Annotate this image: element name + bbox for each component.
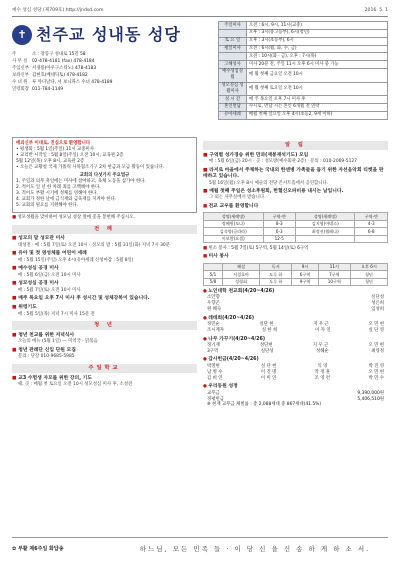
list-cell: 오 민 현 [368,322,384,328]
notice-item [203,189,388,201]
list-cell: 지 우 근 [312,342,329,348]
schedule-day: 토 요 일 [219,37,247,45]
schedule-time: 오후 : 3시(초등부), 6시 [247,37,388,45]
psalm-icon: ✿ [12,546,18,553]
table-cell [355,235,388,243]
issue-date: 2016. 5. 1 [364,8,388,13]
section-liturgy: 전 례 [12,225,197,234]
list-cell: 실단성 [371,295,384,301]
table-cell: 6구역 [292,271,319,279]
table-cell: 정혜원(도나) [204,220,264,228]
list-row [203,349,388,355]
bullet-icon: ■ [12,281,19,287]
table-cell: 12-5 [263,235,295,243]
liturgy-item-detail: 매 : 5월 5일(목) 저녁 7시 미사 15분 전 [18,311,95,317]
list-cell: 실 단 영 [368,328,384,334]
bullet-icon: ■ [203,152,210,158]
notice-item-title: ■ 매월 첫째 주일은 성소후원회, 헌혈신오파비용 내시는 날입니다. [203,188,344,194]
list-row [203,328,388,334]
list-cell: 정기재 [207,342,220,348]
table-header-cell: 성명(세례명) [295,213,355,221]
schedule-day: 평일미사 [219,45,247,53]
footer-title: ✿ 부활 제6주일 화답송 [12,546,64,553]
table-cell: 이보람(요셉) [204,235,264,243]
liturgy-item [12,266,197,278]
list-cell: 원 혜숙 [207,307,222,313]
table-cell: 9구역 [292,278,319,286]
schedule-day: 성모성심 성월미사 [219,82,247,96]
liturgy-item [12,236,197,248]
left-column [12,137,197,539]
liturgy-item-detail: 대성전 · 매 : 5월 7일(토) 오전 10시 · 성모의 밤 : 5월 31일(화) 저녁 7시 30분 [18,242,170,248]
list-cell: 박철현 [207,363,220,369]
mass-service-table [203,263,388,287]
liturgy-item-detail: 매 : 5월 6일(금) 오전 10시 미사 [18,272,81,278]
schedule-day: 혼인면담 [219,103,247,111]
list-3: ● 나무 가꾸기(4/20~4/26) [203,336,266,342]
liturgy-item [12,281,197,293]
school-item-title: ■ 교3 수험생 자모를 위한 강의, 기도 [12,375,92,381]
table-header-cell: 성명(세례명) [204,213,264,221]
header-left [12,21,212,133]
contact-key: 주 [12,52,17,58]
table-cell: 김석양(글라라) [204,228,264,236]
schedule-day: 예수성심성월 [219,68,247,82]
bullet-icon: ■ [12,296,19,302]
list-2: ● 레데희(4/20~4/26) [203,315,255,321]
finance-value: 9,390,000원 [357,390,384,396]
table-cell: 6-3 [263,228,295,236]
liturgy-item-title: ■ 성모성심 공경 미사 [12,281,59,287]
table-header-cell [204,263,223,271]
list-cell: 임성희 [371,307,384,313]
schedule-row [219,96,388,104]
parish-title: 천주교 성내동 성당 [36,25,181,45]
table-cell: 김지영(아녜스) [295,220,355,228]
youth-item-title: ■ 청년 천교를 위한 저녁식사 [12,332,75,338]
table-cell: 5/1 [204,271,223,279]
schedule-time: 미사 20분 전, 주일 11시 오후 6시 미사 중 가능 [247,61,388,69]
contact-key: 주임신부 [12,66,29,72]
content-columns [12,137,388,539]
rule-line: 3. 적어도 부활 시기에 성체를 영해야 한다. [16,190,98,196]
list-cell: 소안향 [207,295,220,301]
contact-key: 연령회장 [12,87,29,93]
brand [12,21,212,49]
bullet-icon: ■ [12,375,19,381]
youth-item [12,333,197,345]
notice-item-detail: 그 외는 사무실에서 받습니다. [209,195,266,201]
bullet-icon: ■ [12,251,19,257]
finance-value: 5,406,510원 [357,396,384,402]
contact-key: 보좌신부 [12,73,29,79]
schedule-time: 오전 : 10시(화 · 금), 오후 : 7시(목) [247,53,388,61]
list-cell: 성은희 [371,301,384,307]
schedule-time: 매 월 첫째 금요일 오전 10시 [247,68,388,82]
list-4: ● 감사헌금(4/20~4/26) [203,357,259,363]
school-item [12,376,197,388]
header [12,21,388,133]
table-header [204,213,388,221]
list-cell: 남 병 수 [207,369,223,375]
finance-note: ※ 현재 교무금 체벌률 : 총 2,088세대 중 867세대(41.5%) [207,402,322,408]
list-cell: 실단성 [260,348,274,354]
list-cell: 이 자 연 [315,328,331,334]
table-cell: 4-3 [355,220,388,228]
schedule-row [219,82,388,96]
list-senior: ● 노인대학 천교회(4/20~4/26) [203,288,275,294]
list-cell: 우향곤 [207,301,220,307]
list-cell: 김 희 연 [207,375,223,381]
table-row [204,228,388,236]
top-bar-left: 예수 성심 성당 (제709호) http://jndsd.com [12,8,104,13]
welcome-line: • 평생회 : 5월 1일(주일) 11시 교중미사 [16,147,94,153]
list-cell: 성단현 [259,342,273,348]
bullet-icon: ■ [12,332,19,338]
notice-item-title: ■ 구역별 성가경숭 위한 만과(재봉재석기도) 모임 [203,152,309,158]
schedule-time: 오후 : 3시(중고등부), 6시(청년) [247,29,388,37]
bullet-icon: ■ [12,347,19,353]
contact-value: 서경룡(아우구스티노) 478-4183 [32,66,97,72]
liturgy-item-title: ■ 위령기도 [12,305,37,311]
bullet-icon: ■ [12,266,19,272]
list-cell: 조 영 련 [314,375,331,381]
youth-item-detail: 오늘의 메뉴 (5월 1일) — 미역국 · 닭볶음 [18,339,98,345]
schedule-row [219,103,388,111]
list-cell: 실단 현 [259,322,274,328]
table-cell: 최정선(헬레나) [295,228,355,236]
table-header-cell: 해설 [222,263,259,271]
youth-item-detail: 문의 : 단장 010-9685-5985 [18,354,75,360]
table-header [204,263,388,271]
rules-title: 교회의 다섯가지 주요법규 [79,172,130,178]
table-cell: 청년 [350,278,387,286]
liturgy-item-detail: 매 : 5월 7일(토) 오전 10시 미사 [18,287,81,293]
contact-value: 소 : 강동구 성내로 15길 58 [32,52,86,58]
section-youth: 청 년 [12,321,197,330]
schedule-day: 성 시 간 [219,96,247,104]
notice-item-detail: 매 : 5월 6일(금) 20시 · 곳 : 성모방(예수회관 2층) · 문의 : 010-2069-5127 [209,159,357,165]
liturgy-item-title: ■ 예수성심 공경 미사 [12,266,59,272]
contact-row [12,87,212,94]
list-cell: 작 정 훈 [314,369,331,375]
youth-item-title: ■ 청년 관례단 신입 단원 모집 [12,347,76,353]
finance-key: 교무금 [207,390,220,396]
contact-key: 수 녀 원 [12,80,28,86]
list-cell: 최영정 [371,348,384,354]
welcome-box [12,137,197,212]
schedule-row [219,29,388,37]
list-cell: 정민순 [207,322,220,328]
right-column [203,137,388,539]
footer-verse: 하느님, 모든 민족 들 · 이 당 신 을 신 송 하 게 하 소 서. [139,545,371,554]
list-cell: 성헤순 [316,348,329,354]
table-row [204,278,388,286]
contact-key: 사 무 실 [12,59,28,65]
list-cell: 3구역 [207,348,219,354]
liturgy-item-title: ■ 매주 목요일 오후 7시 미사 후 성시간 및 성체강복이 있습니다. [12,296,150,302]
list-cell: 실 단 현 [260,363,277,369]
table-cell: 5/8 [204,278,223,286]
list-row [203,376,388,382]
list-cell: 박 민 수 [368,375,384,381]
schedule-row [219,37,388,45]
list-cell: 오 민 현 [368,369,384,375]
schedule-time: 오전 : 6시, 9시, 11시(교중) [247,22,388,30]
table-cell [295,235,355,243]
table-cell: 10구역 [318,278,350,286]
bullet-icon: ■ [12,305,19,311]
schedule-day: 유아세례 [219,111,247,119]
mass-service: ■ 미사 봉사 [203,254,229,260]
contact-value: 루 까디날다, 서 보니파스 수녀 478-4189 [32,80,113,86]
schedule-row [219,61,388,69]
table-header-cell: 11시 [318,263,350,271]
list-cell: 조시계자 [207,328,224,334]
table-header-cell: 9시 [292,263,319,271]
schedule-time: 오전 : 6시(월, 화, 수, 금) [247,45,388,53]
footer [12,537,388,559]
schedule-day [219,53,247,61]
liturgy-item [12,305,197,317]
contact-value: 김현호(베네딕토) 478-4182 [32,73,88,79]
table-header-cell: 오후 6시 [350,263,387,271]
liturgy-item-title: ■ 성모의 달 성모관 미사 [12,236,65,242]
welcome-line: • 오늘은 교황청 국제 가톨릭 사목협조기구 2차 헌금과 모금 활동이 있습니다. [16,164,164,170]
table-cell: 6-8 [355,228,388,236]
schedule-time: 수시로, 면담 시는 혼인 6개월 전 연락 [247,103,388,111]
liturgy-item [12,251,197,263]
list-row [203,307,388,313]
schedule-row [219,68,388,82]
finance-key: 정평헌금 [207,396,224,402]
contact-info [12,52,212,94]
table-cell: 도루 하 [260,271,292,279]
finance: ● 우리동원 성정 [203,384,238,390]
cleaning-note: ■ 헌소 봉사 : 5월 7일(토) 5구역, 5월 14일(토) 6구역 [203,245,309,251]
bullet-icon: ■ [203,167,210,173]
list-cell: 실 한 희 [261,328,278,334]
rule-line: 2. 적어도 일 년 한 차례 죄를 고백해야 한다. [16,184,101,190]
notice-item-detail: 5월 16일(월) 오후 8시 예술의 전당 콘서트홀에서 공연합니다. [209,180,329,186]
schedule-time: 매월 첫째 일요일 오후 4시(초등2, 9세 이하) [247,111,388,119]
table-row [204,235,388,243]
schedule-row [219,111,388,119]
table-row [204,220,388,228]
schedule-row [219,22,388,30]
table-cell: 청년 [350,271,387,279]
schedule-day [219,29,247,37]
table-cell: 성령회 [222,278,259,286]
flower-note: ■ 성모성월을 맞이하여 성모님 성상 앞에 꽃을 봉헌해 주십시오. [12,215,135,220]
schedule-time: 매 월 첫째 토요일 오전 10시 [247,82,388,96]
welcome-line: • 교리반 시작일 : 5월 8일(주일) 오전 10시, 교육관 2층 [16,153,124,159]
table-cell: 7구역 [318,271,350,279]
liturgy-item-title: ■ 유아 및 첫 영성체를 어린이 세례 [12,251,87,257]
notice-item [203,153,388,165]
top-bar [12,8,388,17]
section-notice: 알 림 [203,141,388,150]
rule-line: 4. 교회가 정한 날에 금식재와 금육재를 지켜야 한다. [16,196,117,202]
schedule-time: 매 주 목요일 오후 7시 미사 후 [247,96,388,104]
mass-schedule [218,21,388,133]
welcome-title: 매괴신부 이대로, 진심으로 환영합니다 [16,141,91,147]
table-header-cell: 독서 [260,263,292,271]
schedule-day: 고해성사 [219,61,247,69]
notice-item-title: ■ 라저로 마을에서 주체하는 국내외 한센병 가족들을 돕기 위한 자선음악회 티켓을 판매하고 있습니다. [203,167,384,180]
bullet-icon: ■ [203,188,210,194]
rule-line: 5. 교회의 필요를 지원해야 한다. [16,202,79,208]
table-cell: 도루 하 [260,278,292,286]
welcome-line: 5월 12일(목) 오후 8시, 교육관 2층 [16,159,85,164]
contact-value: 02-478-4181 (fax) 478-4184 [32,59,95,65]
section-school: 주일학교 [12,364,197,373]
notice-item [203,168,388,187]
schedule-row [219,53,388,61]
liturgy-item [12,296,197,302]
liturgy-item-detail: 매 : 5월 15일(주일) 오후 4시(유아세례 신청마감 : 5월 8일) [18,257,134,263]
rule-line: 1. 주일과 의무 축일에는 미사에 참여하고, 육체 노동을 삼가야 한다. [16,178,146,184]
youth-item [12,348,197,360]
list-cell: 이 진 명 [260,369,277,375]
welcome-new: ■ 전교 교우를 환영합니다 [203,203,259,209]
table-row [204,271,388,279]
table-header-cell: 구역-반 [355,213,388,221]
list-cell: 오 민 현 [368,342,384,348]
school-item-detail: 때, 곳 : 매월 첫 토요일 오전 10시 성모성심 미사 후, 소성전 [18,382,133,388]
welcome-table [203,212,388,243]
list-cell: 익 영 [317,363,328,369]
list-cell: 박 진 영 [368,363,384,369]
list-cell: 이 미 연 [260,375,277,381]
schedule-day: 주일미사 [219,22,247,30]
cross-logo-icon: ✝ [12,25,32,45]
bullet-icon: ■ [12,236,19,242]
table-cell: 8-3 [263,220,295,228]
table-cell: 서경호아 [222,271,259,279]
schedule-row [219,45,388,53]
contact-value: 011-784-1149 [32,87,64,93]
list-cell: 지 우 근 [313,322,329,328]
table-header-cell: 구역-반 [263,213,295,221]
